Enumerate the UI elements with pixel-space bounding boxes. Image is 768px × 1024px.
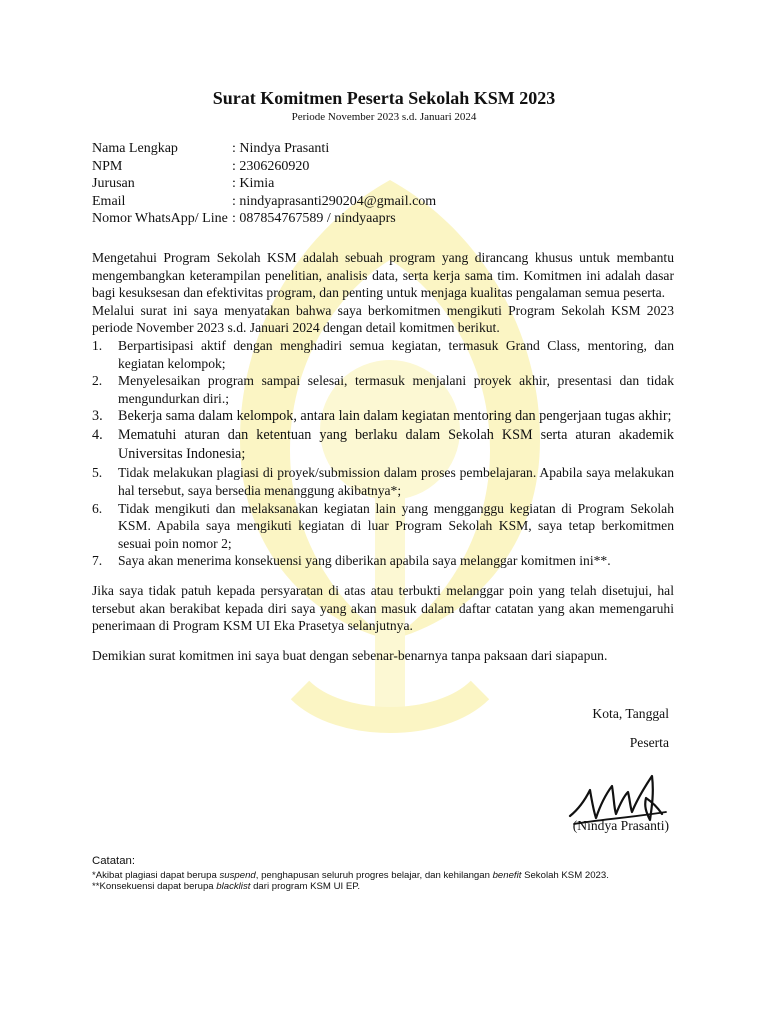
commitment-number: 6.: [92, 500, 103, 516]
commitment-item: [92, 407, 674, 426]
closing-paragraph: Demikian surat komitmen ini saya buat dengan sebenar-benarnya tanpa paksaan dari siapapun.: [92, 647, 608, 663]
notes-section: [92, 856, 609, 893]
identity-value: : Kimia: [232, 176, 275, 191]
signer-name: (Nindya Prasanti): [572, 818, 669, 833]
commitment-item: [92, 426, 674, 464]
commitment-text: Mematuhi aturan dan ketentuan yang berlaku dalam Sekolah KSM serta aturan akademik Universitas Indonesia;: [118, 427, 674, 463]
commitment-text: Saya akan menerima konsekuensi yang diberikan apabila saya melanggar komitmen ini**.: [118, 553, 611, 569]
commitment-item: [92, 552, 674, 570]
commitment-number: 2.: [92, 373, 103, 389]
note-text: *Akibat plagiasi dapat berupa: [92, 869, 220, 881]
commitment-number: 3.: [92, 408, 103, 425]
commitment-item: [92, 500, 674, 553]
identity-label: Nomor WhatsApp/ Line: [92, 211, 228, 226]
identity-row-npm: [92, 158, 436, 176]
note-plagiarism: [92, 870, 609, 882]
commitment-item: [92, 372, 674, 407]
identity-value: : 087854767589 / nindyaaprs: [232, 211, 396, 226]
identity-label: Email: [92, 193, 126, 209]
note-emphasis: suspend: [219, 869, 256, 881]
commitment-number: 5.: [92, 465, 103, 481]
commitment-text: Bekerja sama dalam kelompok, antara lain dalam kegiatan mentoring dan pengerjaan tugas akhir;: [118, 408, 672, 425]
identity-value: : Nindya Prasanti: [232, 141, 330, 156]
commitment-text: Berpartisipasi aktif dengan menghadiri semua kegiatan, termasuk Grand Class, mentoring, dan kegiatan kelompok;: [118, 337, 674, 371]
note-text: dari program KSM UI EP.: [250, 881, 361, 892]
intro-paragraph: Mengetahui Program Sekolah KSM adalah sebuah program yang dirancang khusus untuk membantu mengembangkan keterampilan penelitian, analisis data, serta kerja sama tim. Komitmen ini adalah dasar bagi kesuksesan dan efektivitas program, dan penting untuk menjaga kualitas pengalaman semua peserta.: [92, 250, 674, 301]
identity-table: [92, 140, 436, 228]
commitment-number: 1.: [92, 337, 103, 353]
note-text: Sekolah KSM 2023.: [521, 869, 609, 881]
letter-body: [92, 249, 674, 664]
statement-paragraph: Melalui surat ini saya menyatakan bahwa saya berkomitmen mengikuti Program Sekolah KSM 2023 periode November 2023 s.d. Januari 2024 dengan detail komitmen berikut.: [92, 302, 674, 336]
note-text: **Konsekuensi dapat berupa: [92, 881, 217, 892]
commitment-item: [92, 464, 674, 499]
commitment-text: Menyelesaikan program sampai selesai, termasuk menjalani proyek akhir, presentasi dan tidak mengundurkan diri.;: [118, 373, 674, 406]
signer-role: Peserta: [629, 735, 669, 750]
notes-heading: Catatan:: [92, 855, 136, 867]
identity-value: : nindyaprasanti290204@gmail.com: [232, 193, 437, 209]
note-emphasis: blacklist: [216, 881, 251, 892]
document-subtitle: Periode November 2023 s.d. Januari 2024: [291, 111, 477, 123]
commitment-item: [92, 337, 674, 372]
note-text: , penghapusan seluruh progres belajar, dan kehilangan: [255, 869, 493, 881]
place-date: Kota, Tanggal: [592, 706, 669, 721]
identity-label: NPM: [92, 158, 123, 174]
identity-row-name: [92, 140, 436, 158]
identity-label: Nama Lengkap: [92, 141, 178, 156]
identity-value: : 2306260920: [232, 158, 310, 174]
commitment-text: Tidak mengikuti dan melaksanakan kegiatan lain yang mengganggu kegiatan di Program Sekolah KSM. Apabila saya mengikuti kegiatan di luar Program Sekolah KSM, saya tetap berkomitmen sesuai poin nomor 2;: [118, 500, 674, 551]
document-title: Surat Komitmen Peserta Sekolah KSM 2023: [212, 88, 556, 108]
commitment-text: Tidak melakukan plagiasi di proyek/submission dalam proses pembelajaran. Apabila saya melakukan hal tersebut, saya bersedia menanggung akibatnya*;: [118, 465, 674, 498]
identity-row-major: [92, 175, 436, 193]
note-consequence: [92, 881, 609, 893]
note-emphasis: benefit: [492, 869, 522, 881]
commitment-number: 4.: [92, 427, 103, 444]
identity-row-contact: [92, 210, 436, 228]
commitment-list: [92, 337, 674, 570]
identity-label: Jurusan: [92, 176, 135, 191]
commitment-number: 7.: [92, 553, 103, 569]
consequence-paragraph: Jika saya tidak patuh kepada persyaratan di atas atau terbukti melanggar poin yang telah disetujui, hal tersebut akan berakibat kepada diri saya yang akan masuk dalam daftar catatan yang akan memengaruhi penerimaan di Program KSM UI Eka Prasetya selanjutnya.: [92, 582, 674, 634]
identity-row-email: [92, 193, 436, 211]
